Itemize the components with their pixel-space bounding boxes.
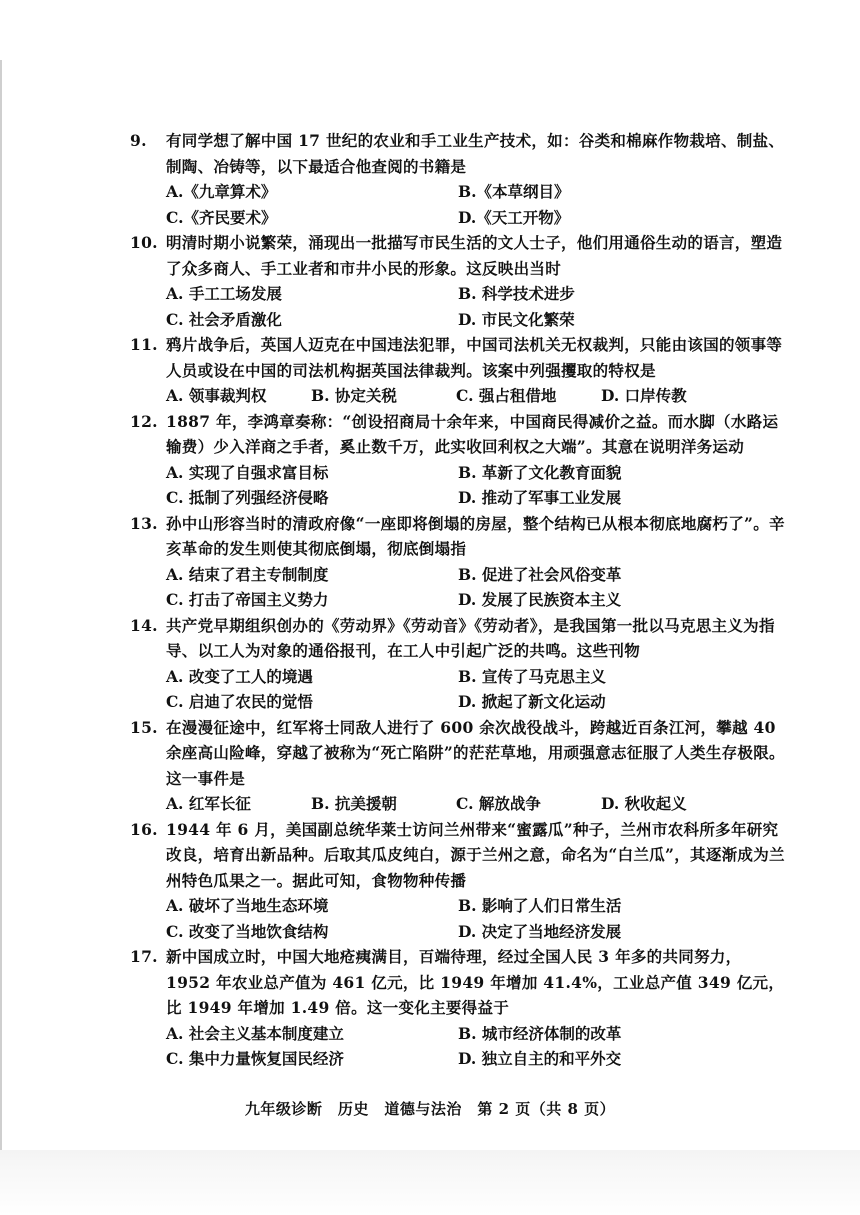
question-12 — [130, 409, 785, 511]
option-d: D. 口岸传教 — [601, 386, 687, 405]
question-number: 16. — [130, 819, 158, 839]
option-a: A. 社会主义基本制度建立 — [166, 1023, 344, 1043]
question-number: 14. — [130, 615, 158, 635]
option-a: A.《九章算术》 — [166, 182, 277, 201]
option-d: D. 决定了当地经济发展 — [458, 921, 622, 941]
question-stem: 有同学想了解中国 17 世纪的农业和手工业生产技术，如：谷类和棉麻作物栽培、制盐、制陶、冶铸等，以下最适合他查阅的书籍是 — [166, 131, 785, 176]
question-14 — [130, 613, 785, 715]
page-edge-divider — [0, 60, 2, 1150]
option-c: C.《齐民要术》 — [166, 207, 277, 227]
option-c: C. 启迪了农民的觉悟 — [166, 692, 313, 711]
option-d: D. 发展了民族资本主义 — [458, 590, 622, 609]
question-11 — [130, 332, 785, 409]
option-a: A. 红军长征 — [166, 794, 251, 813]
question-16 — [130, 817, 785, 945]
option-b: B. 城市经济体制的改革 — [458, 1023, 622, 1043]
option-b: B. 影响了人们日常生活 — [458, 896, 622, 915]
option-c: C. 抵制了列强经济侵略 — [166, 488, 329, 507]
question-stem: 鸦片战争后，英国人迈克在中国违法犯罪，中国司法机关无权裁判，只能由该国的领事等人员或设在中国的司法机构据英国法律裁判。该案中列强攫取的特权是 — [166, 335, 783, 380]
question-17 — [130, 944, 785, 1072]
options — [130, 893, 785, 944]
option-b: B. 科学技术进步 — [458, 284, 575, 303]
question-13 — [130, 511, 785, 613]
option-a: A. 改变了工人的境遇 — [166, 666, 313, 686]
question-9 — [130, 128, 785, 230]
option-c: C. 解放战争 — [456, 794, 541, 813]
question-number: 17. — [130, 947, 158, 966]
option-a: A. 结束了君主专制制度 — [166, 564, 329, 584]
question-stem: 共产党早期组织创办的《劳动界》《劳动音》《劳动者》，是我国第一批以马克思主义为指导、以工人为对象的通俗报刊，在工人中引起广泛的共鸣。这些刊物 — [166, 615, 775, 660]
question-stem: 1944 年 6 月，美国副总统华莱士访问兰州带来“蜜露瓜”种子，兰州市农科所多年研究改良，培育出新品种。后取其瓜皮纯白，源于兰州之意，命名为“白兰瓜”，其逐渐成为兰州特色瓜果之一。据此可知，食物物种传播 — [166, 819, 785, 890]
question-number: 11. — [130, 335, 158, 354]
question-15 — [130, 715, 785, 817]
question-number: 15. — [130, 717, 158, 737]
question-stem: 孙中山形容当时的清政府像“一座即将倒塌的房屋，整个结构已从根本彻底地腐朽了”。辛亥革命的发生则使其彻底倒塌，彻底倒塌指 — [166, 513, 785, 558]
option-d: D. 市民文化繁荣 — [458, 309, 575, 329]
scan-shadow — [0, 1150, 860, 1215]
option-b: B. 协定关税 — [311, 386, 397, 405]
options — [130, 281, 785, 332]
options — [130, 460, 785, 511]
option-d: D. 掀起了新文化运动 — [458, 692, 606, 711]
option-d: D. 秋收起义 — [601, 794, 687, 813]
question-10 — [130, 230, 785, 332]
option-a: A. 破坏了当地生态环境 — [166, 896, 329, 915]
option-c: C. 集中力量恢复国民经济 — [166, 1049, 344, 1068]
option-a: A. 领事裁判权 — [166, 386, 267, 405]
option-c: C. 改变了当地饮食结构 — [166, 921, 329, 941]
question-number: 9. — [130, 131, 147, 150]
options — [130, 1021, 785, 1072]
question-number: 10. — [130, 233, 158, 252]
question-stem: 明清时期小说繁荣，涌现出一批描写市民生活的文人士子，他们用通俗生动的语言，塑造了众多商人、手工业者和市井小民的形象。这反映出当时 — [166, 233, 783, 278]
options — [130, 179, 785, 230]
option-a: A. 手工工场发展 — [166, 284, 282, 303]
options — [130, 791, 785, 817]
question-stem: 在漫漫征途中，红军将士同敌人进行了 600 余次战役战斗，跨越近百条江河，攀越 40 余座高山险峰，穿越了被称为“死亡陷阱”的茫茫草地，用顽强意志征服了人类生存极限。这一事件是 — [166, 717, 785, 788]
option-b: B. 抗美援朝 — [311, 794, 397, 813]
option-b: B.《本草纲目》 — [458, 182, 570, 201]
option-b: B. 宣传了马克思主义 — [458, 666, 606, 686]
option-c: C. 强占租借地 — [456, 386, 557, 405]
option-d: D. 推动了军事工业发展 — [458, 488, 622, 507]
question-number: 13. — [130, 513, 158, 533]
question-list — [130, 128, 785, 1072]
option-a: A. 实现了自强求富目标 — [166, 462, 329, 482]
option-d: D.《天工开物》 — [458, 207, 570, 227]
option-d: D. 独立自主的和平外交 — [458, 1049, 622, 1068]
option-b: B. 革新了文化教育面貌 — [458, 462, 622, 482]
options — [130, 383, 785, 409]
question-number: 12. — [130, 411, 158, 431]
page-footer: 九年级诊断 历史 道德与法治 第 2 页（共 8 页） — [244, 1100, 616, 1118]
option-c: C. 社会矛盾激化 — [166, 309, 282, 329]
options — [130, 664, 785, 715]
options — [130, 562, 785, 613]
option-c: C. 打击了帝国主义势力 — [166, 590, 329, 609]
question-stem: 新中国成立时，中国大地疮痍满目，百端待理，经过全国人民 3 年多的共同努力，1952 年农业总产值为 461 亿元，比 1949 年增加 41.4%，工业总产值 349 亿元，比 1949 年增加 1.49 倍。这一变化主要得益于 — [166, 947, 785, 1017]
question-stem: 1887 年，李鸿章奏称：“创设招商局十余年来，中国商民得减价之益。而水脚（水路运输费）少入洋商之手者，奚止数千万，此实收回利权之大端”。其意在说明洋务运动 — [166, 411, 779, 456]
option-b: B. 促进了社会风俗变革 — [458, 564, 622, 584]
